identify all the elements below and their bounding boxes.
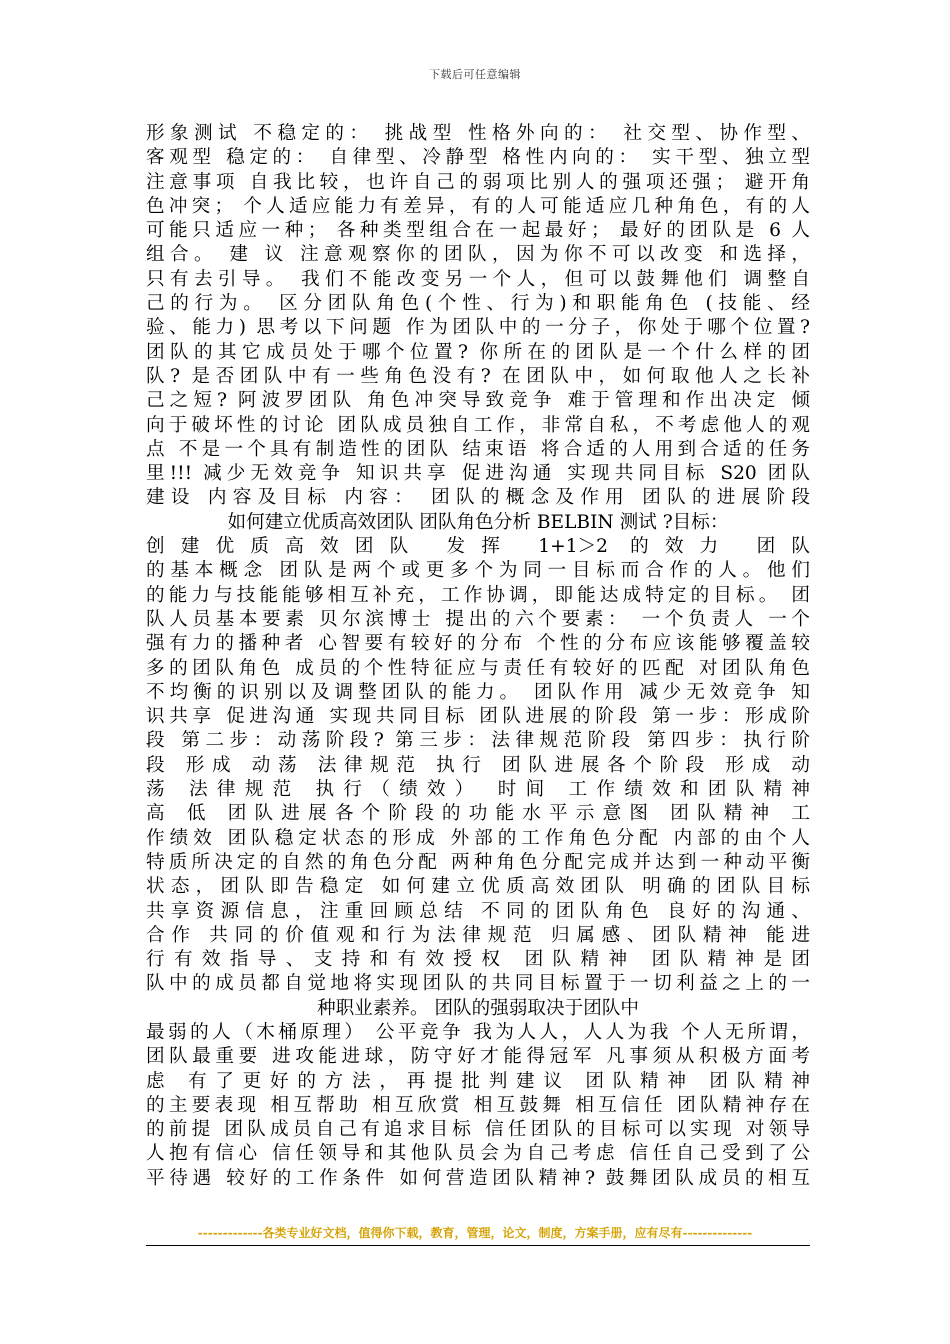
body-line: 的前提 团队成员自己有追求目标 信任团队的目标可以实现 对领导 (146, 1119, 810, 1141)
body-line: 如何建立优质高效团队 团队角色分析 BELBIN 测试 ?目标： (227, 511, 729, 533)
footer-rule (146, 1245, 810, 1246)
body-line: 种职业素养。 团队的强弱取决于团队中 (316, 997, 639, 1019)
body-line: 队人员基本要素 贝尔滨博士 提出的六个要素： 一个负责人 一个 (146, 608, 810, 630)
body-line: 识共享 促进沟通 实现共同目标 团队进展的阶段 第一步：形成阶 (146, 706, 810, 728)
body-line: 人抱有信心 信任领导和其他队员会为自己考虑 信任自己受到了公 (146, 1143, 810, 1165)
body-line: 特质所决定的自然的角色分配 两种角色分配完成并达到一种动平衡 (146, 851, 810, 873)
body-line: 多的团队角色 成员的个性特征应与责任有较好的匹配 对团队角色 (146, 657, 810, 679)
body-line: 不均衡的识别以及调整团队的能力。 团队作用 减少无效竞争 知 (146, 681, 810, 703)
body-line: 荡 法律规范 执行（绩效） 时间 工作绩效和团队精神 (146, 779, 810, 801)
body-line: 队? 是否团队中有一些角色没有? 在团队中，如何取他人之长补 (146, 365, 810, 387)
body-line: 己的行为。 区分团队角色(个性、行为)和职能角色 (技能、经 (146, 293, 810, 315)
body-line: 建设 内容及目标 内容： 团队的概念及作用 团队的进展阶段 (146, 487, 810, 509)
page-footer: -------------各类专业好文档，值得你下载，教育，管理，论文，制度，方案手册，应有尽有-------------- (197, 1226, 753, 1240)
body-line: 合作 共同的价值观和行为法律规范 归属感、团队精神 能进 (146, 924, 810, 946)
body-line: 强有力的播种者 心智要有较好的分布 个性的分布应该能够覆盖较 (146, 633, 810, 655)
body-line: 共享资源信息，注重回顾总结 不同的团队角色 良好的沟通、 (146, 900, 810, 922)
body-line: 虑 有了更好的方法，再提批判建议 团队精神 团队精神 (146, 1070, 810, 1092)
body-line: 色冲突； 个人适应能力有差异，有的人可能适应几种角色，有的人 (146, 195, 810, 217)
body-line: 创建优质高效团队 发挥 1+1＞2 的效力 团队 (146, 536, 810, 558)
body-line: 组合。 建 议 注意观察你的团队，因为你不可以改变 和选择， (146, 244, 810, 266)
body-line: 里!!! 减少无效竞争 知识共享 促进沟通 实现共同目标 S20 团队 (146, 463, 810, 485)
body-line: 最弱的人（木桶原理） 公平竞争 我为人人，人人为我 个人无所谓， (146, 1021, 810, 1043)
body-line: 的主要表现 相互帮助 相互欣赏 相互鼓舞 相互信任 团队精神存在 (146, 1094, 810, 1116)
document-body (146, 122, 810, 1191)
body-line: 验、能力) 思考以下问题 作为团队中的一分子，你处于哪个位置? (146, 317, 810, 339)
body-line: 点 不是一个具有制造性的团队 结束语 将合适的人用到合适的任务 (146, 438, 810, 460)
body-line: 形象测试 不稳定的： 挑战型 性格外向的： 社交型、协作型、 (146, 123, 810, 144)
body-line: 作绩效 团队稳定状态的形成 外部的工作角色分配 内部的由个人 (146, 827, 810, 849)
body-line: 高 低 团队进展各个阶段的功能水平示意图 团队精神 工 (146, 803, 810, 825)
body-line: 平待遇 较好的工作条件 如何营造团队精神? 鼓舞团队成员的相互 (146, 1167, 810, 1189)
body-line: 只有去引导。 我们不能改变另一个人，但可以鼓舞他们 调整自 (146, 268, 810, 290)
body-line: 的能力与技能能够相互补充，工作协调，即能达成特定的目标。 团 (146, 584, 810, 606)
body-line: 段 形成 动荡 法律规范 执行 团队进展各个阶段 形成 动 (146, 754, 810, 776)
body-line: 的基本概念 团队是两个或更多个为同一目标而合作的人。他们 (146, 560, 810, 582)
body-line: 团队的其它成员处于哪个位置? 你所在的团队是一个什么样的团 (146, 341, 810, 363)
body-line: 客观型 稳定的： 自律型、冷静型 格性内向的： 实干型、独立型 (146, 147, 810, 169)
body-line: 行有效指导、支持和有效授权 团队精神 团队精神是团 (146, 949, 810, 971)
body-line: 队中的成员都自觉地将实现团队的共同目标置于一切利益之上的一 (146, 973, 810, 995)
body-line: 段 第二步：动荡阶段? 第三步：法律规范阶段 第四步：执行阶 (146, 730, 810, 752)
body-line: 己之短? 阿波罗团队 角色冲突导致竞争 难于管理和作出决定 倾 (146, 390, 810, 412)
body-line: 团队最重要 进攻能进球，防守好才能得冠军 凡事须从积极方面考 (146, 1046, 810, 1068)
body-line: 状态，团队即告稳定 如何建立优质高效团队 明确的团队目标 (146, 876, 810, 898)
body-line: 可能只适应一种； 各种类型组合在一起最好； 最好的团队是 6 人 (146, 220, 810, 242)
page-header: 下载后可任意编辑 (429, 68, 521, 81)
body-line: 向于破坏性的讨论 团队成员独自工作，非常自私，不考虑他人的观 (146, 414, 810, 436)
body-line: 注意事项 自我比较，也许自己的弱项比别人的强项还强； 避开角 (146, 171, 810, 193)
